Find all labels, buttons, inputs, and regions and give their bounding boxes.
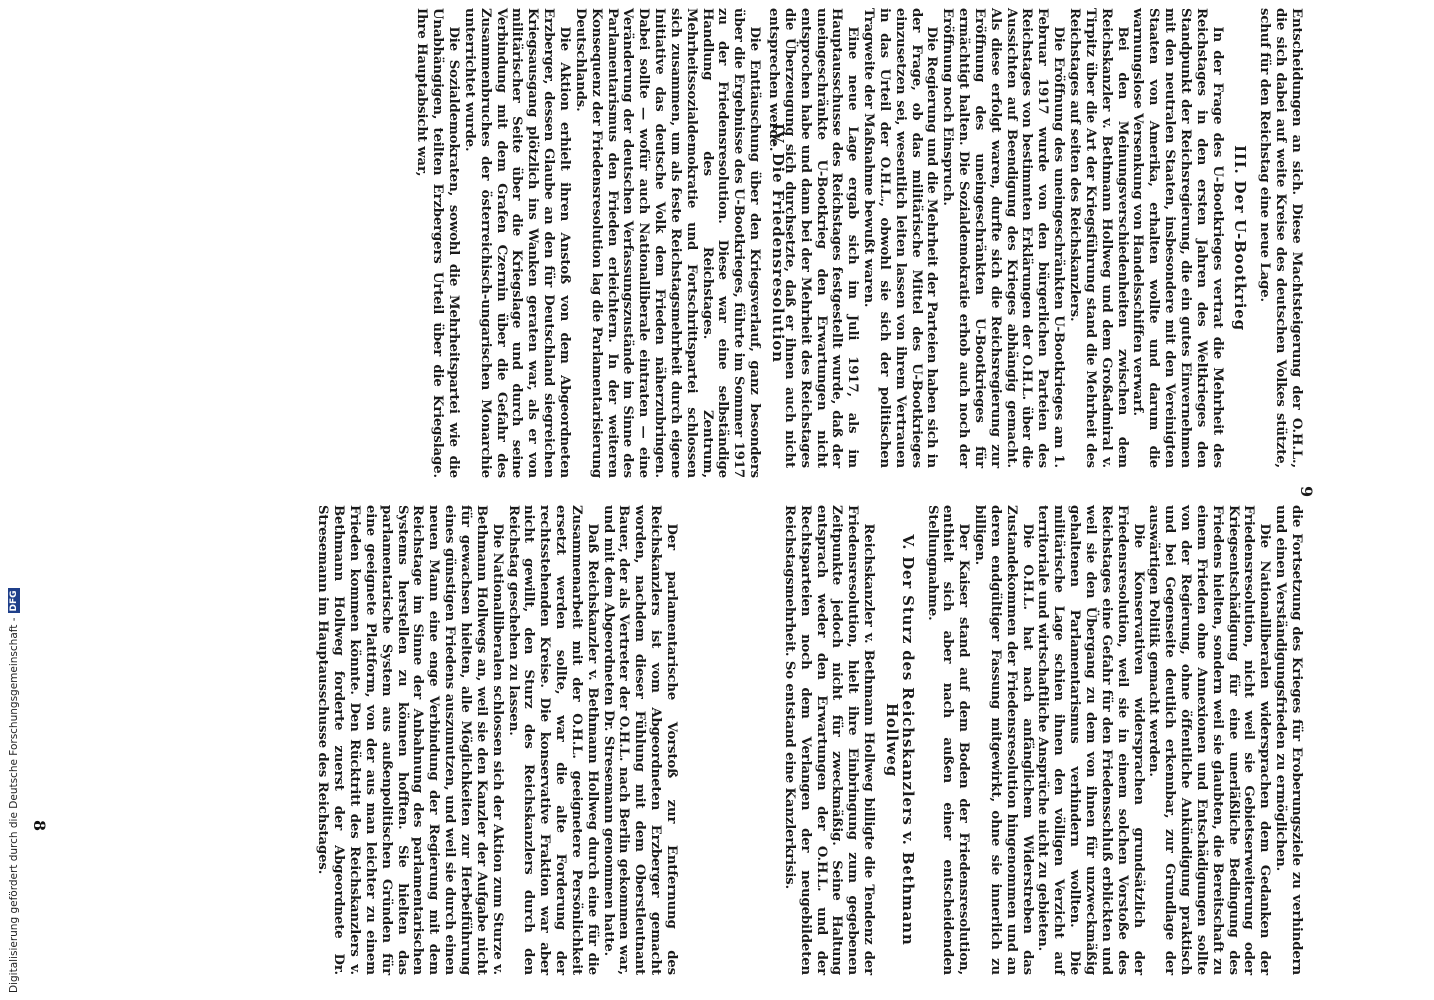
dfg-logo: DFG <box>9 590 19 612</box>
page-9-column-2 <box>781 505 1304 975</box>
paragraph: Die Nationalliberalen schlossen sich der Aktion zum Sturze v. Bethmann Hollwegs an, weil sie den Kanzler der Aufgabe nicht für gewachsen hielten, alle Möglichkeiten zur Herbeiführung eines günstigen Friedens auszunutzen, und weil sie durch einen neuen Mann eine enge Verbindung der Regierung mit dem Reichstage im Sinne der Anbahnung des parlamentarischen Systems herstellen zu können hofften. Sie hielten das parlamentarische System aus außenpolitischen Gründen für eine geeignete Plattform, von der aus man leichter zu einem Frieden kommen könnte. Den Rücktritt des Reichskanzlers v. Bethmann Hollweg forderte zuerst der Abgeordnete Dr. Stresemann im Hauptausschusse des Reichstages. <box>315 505 505 975</box>
paragraph: Die O.H.L. hat nach anfänglichem Widerstreben das Zustandekommen der Friedensresolution hingenommen und an deren endgültiger Fassung mitgewirkt, ohne sie innerlich zu billigen. <box>972 505 1035 975</box>
section-heading-friedensresolution: IV. Die Friedensresolution <box>769 123 787 363</box>
paragraph: Die Nationalliberalen widersprachen dem Gedanken der Friedensresolution, nicht weil sie Gebietserweiterung oder Kriegsentschädigung für eine unerläßliche Bedingung des Friedens hielten, sondern weil sie glaubten, die Bereitschaft zu einem Frieden ohne Annexionen und Entschädigungen sollte von der Regierung, ohne öffentliche Ankündigung praktisch und bei Gegenseite deutlich erkennbar, zur Grundlage der auswärtigen Politik gemacht werden. <box>1146 505 1273 975</box>
digitization-credit <box>6 3 22 993</box>
section-heading-sturz-bethmann: V. Der Sturz des Reichskanzlers v. Bethmann Hollweg <box>882 534 917 946</box>
paragraph: die Fortsetzung des Krieges für Eroberungsziele zu verhindern und einen Verständigungsfrieden zu ermöglichen. <box>1273 505 1304 975</box>
paragraph: Eine neue Lage ergab sich im Juli 1917, als im Hauptausschusse des Reichstages festgestellt wurde, daß der uneingeschränkte U-Bootkrieg den Erwartungen nicht entsprochen habe und dann bei der Mehrheit des Reichstages die Überzeugung sich durchsetzte, daß er ihnen auch nicht entsprechen werde. <box>766 8 861 468</box>
paragraph: Der Kaiser stand auf dem Boden der Friedensresolution, enthielt sich aber nach außen einer entscheidenden Stellungnahme. <box>924 505 972 975</box>
paragraph: Die Eröffnung des uneingeschränkten U-Bootkrieges am 1. Februar 1917 wurde von den bürgerlichen Parteien des Reichstages von bestimmten Erklärungen der O.H.L. über die Aussichten auf Beendigung des Krieges abhängig gemacht. Als diese erfolgt waren, durfte sich die Reichsregierung zur Eröffnung des uneingeschränkten U-Bootkrieges für ermächtigt halten. Die Sozialdemokratie erhob auch noch der Eröffnung noch Einspruch. <box>940 8 1067 468</box>
credit-text: Digitalisierung gefördert durch die Deutsche Forschungsgemeinschaft - <box>8 617 20 993</box>
page-9-column-1 <box>765 8 1304 468</box>
paragraph: Die Regierung und die Mehrheit der Parteien haben sich in der Frage, ob das militärische Mittel des U-Bootkrieges einzusetzen sei, wesentlich leiten lassen von ihrem Vertrauen in das Urteil der O.H.L., obwohl sie sich der politischen Tragweite der Maßnahme bewußt waren. <box>861 8 940 468</box>
paragraph: Die Aktion erhielt ihren Anstoß von dem Abgeordneten Erzberger, dessen Glaube an den für Deutschland siegreichen Kriegsausgang plötzlich ins Wanken geraten war, als er von militärischer Seite über die Kriegslage und durch seine Verbindung mit dem Grafen Czernin über die Gefahr des Zusammenbruches der österreichisch-ungarischen Monarchie unterrichtet wurde. <box>461 8 573 478</box>
section-heading-u-bootkrieg: III. Der U-Bootkrieg <box>1231 145 1250 331</box>
paragraph: Der parlamentarische Vorstoß zur Entfernung des Reichskanzlers ist vom Abgeordneten Erzberger gemacht worden, nachdem dieser Fühlung mit dem Oberstleutnant Bauer, der als Vertreter der O.H.L. nach Berlin gekommen war, und mit dem Abgeordneten Dr. Stresemann genommen hatte. <box>600 505 679 975</box>
paragraph: Die Sozialdemokraten, sowohl die Mehrheitspartei wie die Unabhängigen, teilten Erzbergers Urteil über die Kriegslage. Ihre Hauptabsicht war, <box>414 8 462 478</box>
page-8-column-1 <box>414 8 794 478</box>
paragraph: Die Enttäuschung über den Kriegsverlauf, ganz besonders über die Ergebnisse des U-Bootkrieges, führte im Sommer 1917 zu der Friedensresolution. Diese war eine selbständige Handlung des Reichstages. Zentrum, Mehrheitssozialdemokratie und Fortschrittspartei schlossen sich zusammen, um als feste Reichstagsmehrheit durch eigene Initiative das deutsche Volk dem Frieden näherzubringen. Dabei sollte — wofür auch Nationalliberale eintraten — eine Veränderung der deutschen Verfassungszustände im Sinne des Parlamentarismus den Frieden erleichtern. In der weiteren Konsequenz der Friedensresolution lag die Parlamentarisierung Deutschlands. <box>572 8 763 478</box>
paragraph: Entscheidungen an sich. Diese Machtsteigerung der O.H.L., die sich dabei auf weite Kreise des deutschen Volkes stützte, schuf für den Reichstag eine neue Lage. <box>1257 8 1304 468</box>
paragraph: Die Konservativen widersprachen grundsätzlich der Friedensresolution, weil sie in einem solchen Vorstoße des Reichstages eine Gefahr für den Friedensschluß erblickten und weil sie den Übergang zu dem von ihnen für unzweckmäßig gehaltenen Parlamentarismus verhindern wollten. Die militärische Lage schien ihnen den völligen Verzicht auf territoriale und wirtschaftliche Ansprüche nicht zu gebieten. <box>1035 505 1146 975</box>
paragraph: In der Frage des U-Bootkrieges vertrat die Mehrheit des Reichstages in den ersten Jahren des Weltkrieges den Standpunkt der Reichsregierung, die ein gutes Einvernehmen mit den neutralen Staaten, insbesondere mit den Vereinigten Staaten von Amerika, erhalten wollte und darum die warnungslose Versenkung von Handelsschiffen verwarf. <box>1130 8 1225 468</box>
paragraph: Bei den Meinungsverschiedenheiten zwischen dem Reichskanzler v. Bethmann Hollweg und dem Großadmiral v. Tirpitz über die Art der Kriegsführung stand die Mehrheit des Reichstages auf seiten des Reichskanzlers. <box>1067 8 1130 468</box>
page-8-column-2 <box>315 505 679 975</box>
paragraph: Reichskanzler v. Bethmann Hollweg billigte die Tendenz der Friedensresolution, hielt ihre Einbringung zum gegebenen Zeitpunkte jedoch nicht für zweckmäßig. Seine Haltung entsprach weder den Erwartungen der O.H.L. und der Rechtsparteien noch dem Verlangen der neugebildeten Reichstagsmehrheit. So entstand eine Kanzlerkrisis. <box>781 505 877 975</box>
paragraph: Daß Reichskanzler v. Bethmann Hollweg durch eine für die Zusammenarbeit mit der O.H.L. geeignetere Persönlichkeit ersetzt werden sollte, war die alte Forderung der rechtsstehenden Kreise. Die konservative Fraktion war aber nicht gewillt, den Sturz des Reichskanzlers durch den Reichstag geschehen zu lassen. <box>505 505 600 975</box>
page-number: 9 <box>1297 486 1316 498</box>
page-number: 8 <box>30 820 49 832</box>
